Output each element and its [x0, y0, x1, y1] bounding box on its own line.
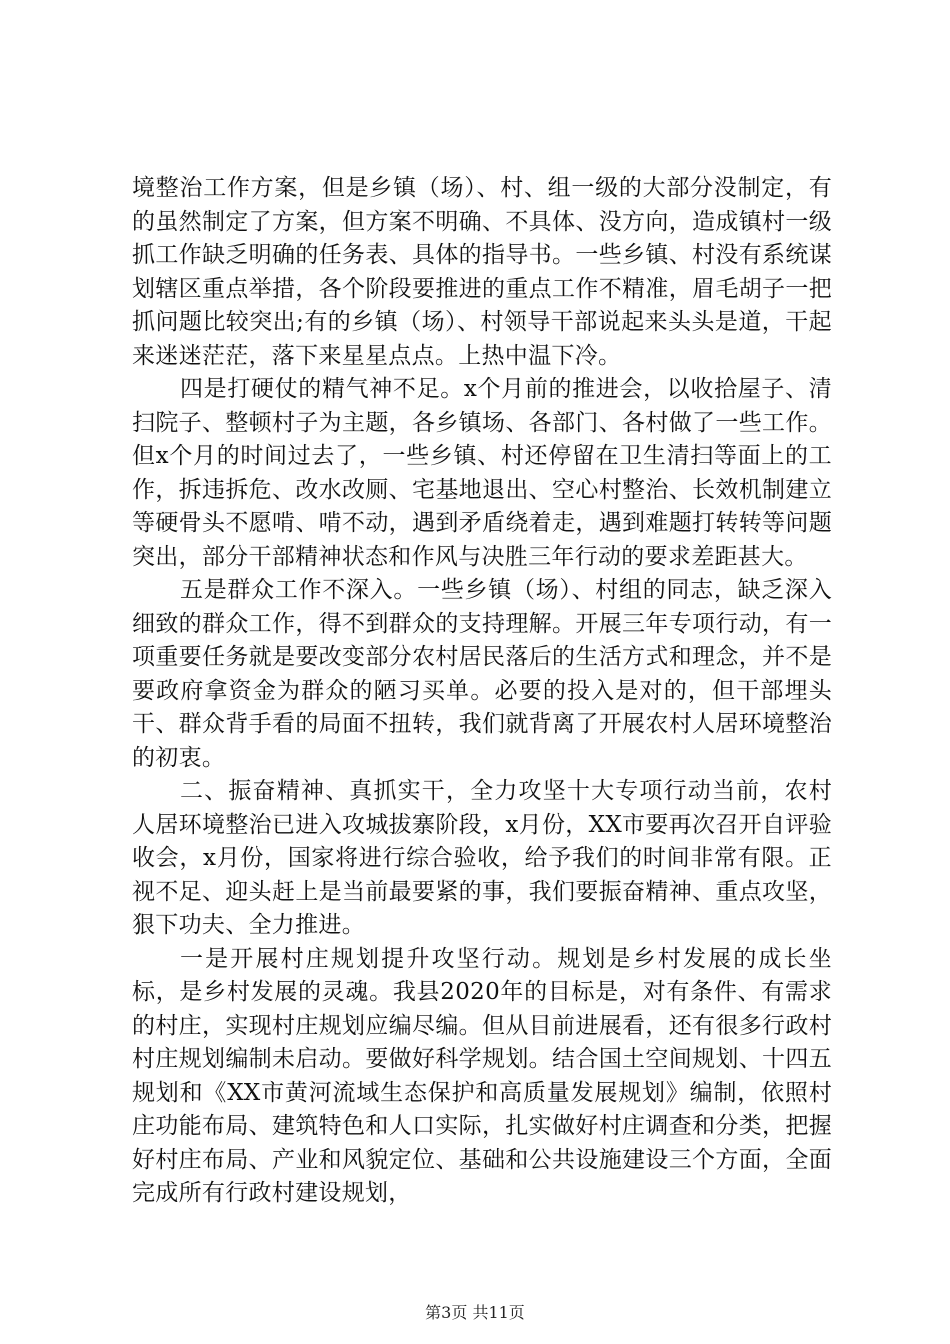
page-footer — [0, 1300, 950, 1323]
paragraph-section-two: 二、振奋精神、真抓实干，全力攻坚十大专项行动当前，农村人居环境整治已进入攻城拔寨阶段，x月份，XX市要再次召开自评验收会，x月份，国家将进行综合验收，给予我们的时间非常有限。正视不足、迎头赶上是当前最要紧的事，我们要振奋精神、重点攻坚，狠下功夫、全力推进。 — [132, 778, 832, 938]
page-number: 第3页 共11页 — [425, 1303, 525, 1322]
body-text — [132, 172, 832, 1211]
paragraph-point-four: 四是打硬仗的精气神不足。x个月前的推进会，以收拾屋子、清扫院子、整顿村子为主题，各乡镇场、各部门、各村做了一些工作。但x个月的时间过去了，一些乡镇、村还停留在卫生清扫等面上的工作，拆违拆危、改水改厕、宅基地退出、空心村整治、长效机制建立等硬骨头不愿啃、啃不动，遇到矛盾绕着走，遇到难题打转转等问题突出，部分干部精神状态和作风与决胜三年行动的要求差距甚大。 — [132, 376, 832, 570]
paragraph-point-five: 五是群众工作不深入。一些乡镇（场）、村组的同志，缺乏深入细致的群众工作，得不到群众的支持理解。开展三年专项行动，有一项重要任务就是要改变部分农村居民落后的生活方式和理念，并不是要政府拿资金为群众的陋习买单。必要的投入是对的，但干部埋头干、群众背手看的局面不扭转，我们就背离了开展农村人居环境整治的初衷。 — [132, 577, 832, 771]
paragraph-point-one: 一是开展村庄规划提升攻坚行动。规划是乡村发展的成长坐标，是乡村发展的灵魂。我县2020年的目标是，对有条件、有需求的村庄，实现村庄规划应编尽编。但从目前进展看，还有很多行政村村庄规划编制未启动。要做好科学规划。结合国土空间规划、十四五规划和《XX市黄河流域生态保护和高质量发展规划》编制，依照村庄功能布局、建筑特色和人口实际，扎实做好村庄调查和分类，把握好村庄布局、产业和风貌定位、基础和公共设施建设三个方面，全面完成所有行政村建设规划， — [132, 945, 832, 1206]
paragraph-continuation: 境整治工作方案，但是乡镇（场）、村、组一级的大部分没制定，有的虽然制定了方案，但方案不明确、不具体、没方向，造成镇村一级抓工作缺乏明确的任务表、具体的指导书。一些乡镇、村没有系统谋划辖区重点举措，各个阶段要推进的重点工作不精准，眉毛胡子一把抓问题比较突出;有的乡镇（场）、村领导干部说起来头头是道，干起来迷迷茫茫，落下来星星点点。上热中温下冷。 — [132, 175, 832, 369]
